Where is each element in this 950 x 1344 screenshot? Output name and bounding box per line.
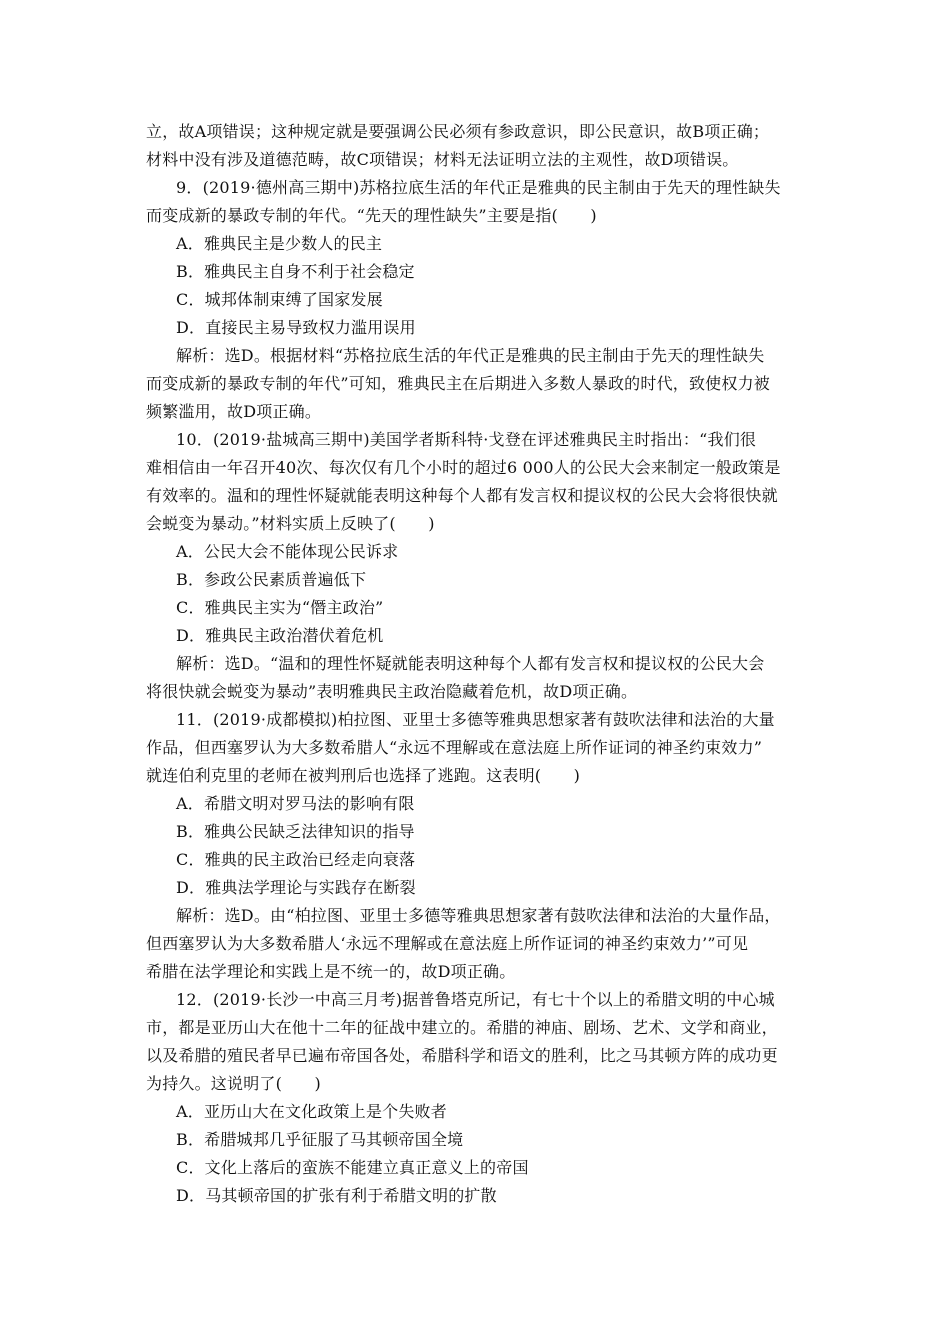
option-c: C．城邦体制束缚了国家发展: [176, 290, 383, 309]
question-stem-line: 10．(2019·盐城高三期中)美国学者斯科特·戈登在评述雅典民主时指出：“我们很: [176, 430, 757, 449]
question-stem-line: 难相信由一年召开40次、每次仅有几个小时的超过6 000人的公民大会来制定一般政策是: [146, 458, 781, 477]
question-stem-line: 12．(2019·长沙一中高三月考)据普鲁塔克所记，有七十个以上的希腊文明的中心城: [176, 990, 775, 1009]
analysis-line: 解析：选D。由“柏拉图、亚里士多德等雅典思想家著有鼓吹法律和法治的大量作品，: [176, 906, 781, 925]
option-a: A．希腊文明对罗马法的影响有限: [176, 794, 415, 813]
analysis-line: 频繁滥用，故D项正确。: [146, 402, 322, 421]
question-10: [146, 426, 806, 706]
analysis-line: 希腊在法学理论和实践上是不统一的，故D项正确。: [146, 962, 516, 981]
option-d: D．马其顿帝国的扩张有利于希腊文明的扩散: [176, 1186, 497, 1205]
option-a: A．公民大会不能体现公民诉求: [176, 542, 399, 561]
question-12: [146, 986, 806, 1210]
option-b: B．雅典民主自身不利于社会稳定: [176, 262, 415, 281]
option-a: A．雅典民主是少数人的民主: [176, 234, 383, 253]
analysis-line: 将很快就会蜕变为暴动”表明雅典民主政治隐藏着危机，故D项正确。: [146, 682, 638, 701]
analysis-line: 而变成新的暴政专制的年代”可知，雅典民主在后期进入多数人暴政的时代，致使权力被: [146, 374, 770, 393]
option-d: D．雅典民主政治潜伏着危机: [176, 626, 384, 645]
question-stem-line: 市，都是亚历山大在他十二年的征战中建立的。希腊的神庙、剧场、艺术、文学和商业，: [146, 1018, 778, 1037]
intro-line: 立，故A项错误；这种规定就是要强调公民必须有参政意识，即公民意识，故B项正确；: [146, 122, 770, 141]
question-11: [146, 706, 806, 986]
option-c: C．雅典的民主政治已经走向衰落: [176, 850, 416, 869]
question-stem-line: 而变成新的暴政专制的年代。“先天的理性缺失”主要是指( ): [146, 206, 597, 225]
question-stem-line: 为持久。这说明了( ): [146, 1074, 321, 1093]
analysis-line: 解析：选D。“温和的理性怀疑就能表明这种每个人都有发言权和提议权的公民大会: [176, 654, 765, 673]
option-d: D．雅典法学理论与实践存在断裂: [176, 878, 416, 897]
intro-line: 材料中没有涉及道德范畴，故C项错误；材料无法证明立法的主观性，故D项错误。: [146, 150, 739, 169]
question-stem-line: 以及希腊的殖民者早已遍布帝国各处，希腊科学和语文的胜利，比之马其顿方阵的成功更: [146, 1046, 778, 1065]
question-stem-line: 作品，但西塞罗认为大多数希腊人“永远不理解或在意法庭上所作证词的神圣约束效力”: [146, 738, 763, 757]
option-a: A．亚历山大在文化政策上是个失败者: [176, 1102, 447, 1121]
option-b: B．参政公民素质普遍低下: [176, 570, 367, 589]
analysis-line: 解析：选D。根据材料“苏格拉底生活的年代正是雅典的民主制由于先天的理性缺失: [176, 346, 765, 365]
option-b: B．希腊城邦几乎征服了马其顿帝国全境: [176, 1130, 464, 1149]
question-9: [146, 174, 806, 426]
analysis-line: 但西塞罗认为大多数希腊人‘永远不理解或在意法庭上所作证词的神圣约束效力’”可见: [146, 934, 749, 953]
question-stem-line: 有效率的。温和的理性怀疑就能表明这种每个人都有发言权和提议权的公民大会将很快就: [146, 486, 778, 505]
question-stem-line: 11．(2019·成都模拟)柏拉图、亚里士多德等雅典思想家著有鼓吹法律和法治的大量: [176, 710, 775, 729]
question-stem-line: 会蜕变为暴动。”材料实质上反映了( ): [146, 514, 435, 533]
option-c: C．雅典民主实为“僭主政治”: [176, 598, 384, 617]
document-page: [146, 118, 806, 1210]
option-c: C．文化上落后的蛮族不能建立真正意义上的帝国: [176, 1158, 529, 1177]
question-stem-line: 就连伯利克里的老师在被判刑后也选择了逃跑。这表明( ): [146, 766, 581, 785]
option-d: D．直接民主易导致权力滥用误用: [176, 318, 416, 337]
question-stem-line: 9．(2019·德州高三期中)苏格拉底生活的年代正是雅典的民主制由于先天的理性缺失: [176, 178, 781, 197]
option-b: B．雅典公民缺乏法律知识的指导: [176, 822, 415, 841]
